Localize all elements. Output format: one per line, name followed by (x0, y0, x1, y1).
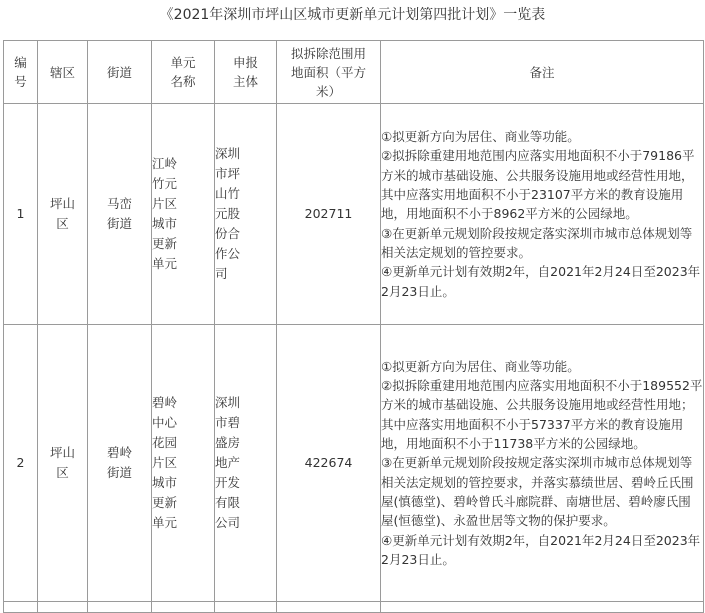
note-item: ③在更新单元规划阶段按规定落实深圳市城市总体规划等相关法定规划的管控要求。 (381, 225, 693, 260)
header-street: 街道 (88, 41, 152, 104)
cell-index: 2 (4, 325, 38, 602)
cell-applicant: 深圳市碧盛房地产开发有限公司 (215, 325, 277, 602)
header-applicant: 申报主体 (215, 41, 277, 104)
document-title: 《2021年深圳市坪山区城市更新单元计划第四批计划》一览表 (159, 7, 546, 23)
cell-area: 422674 (277, 325, 381, 602)
cell-area: 202711 (277, 104, 381, 325)
cell-applicant: 深圳市坪山竹元股份合作公司 (215, 104, 277, 325)
note-item: ④更新单元计划有效期2年，自2021年2月24日至2023年2月23日止。 (381, 532, 701, 567)
plan-table (3, 40, 704, 613)
table-row-partial (4, 602, 704, 613)
note-item: ①拟更新方向为居住、商业等功能。 (381, 129, 580, 145)
note-item: ②拟拆除重建用地范围内应落实用地面积不小于79186平方米的城市基础设施、公共服务设施用地或经营性用地，其中应落实用地面积不小于23107平方米的教育设施用地，用地面积不小于8962平方米的公园绿地。 (381, 148, 695, 222)
header-area: 拟拆除范围用地面积（平方米） (277, 41, 381, 104)
cell-district: 坪山区 (38, 325, 88, 602)
cell-street: 马峦街道 (88, 104, 152, 325)
header-row (4, 41, 704, 104)
note-item: ③在更新单元规划阶段按规定落实深圳市城市总体规划等相关法定规划的管控要求，并落实慕绩世居、碧岭丘氏围屋(慎德堂)、碧岭曾氏斗廊院群、南塘世居、碧岭廖氏围屋(恒德堂)、永盈世居等文物的保护要求。 (381, 455, 694, 529)
note-item: ①拟更新方向为居住、商业等功能。 (381, 358, 580, 374)
header-notes: 备注 (381, 41, 704, 104)
cell-index: 1 (4, 104, 38, 325)
table-row (4, 104, 704, 325)
note-item: ④更新单元计划有效期2年，自2021年2月24日至2023年2月23日止。 (381, 264, 701, 299)
header-unit-name: 单元名称 (152, 41, 215, 104)
header-district: 辖区 (38, 41, 88, 104)
cell-unit-name: 碧岭中心花园片区城市更新单元 (152, 325, 215, 602)
table-row (4, 325, 704, 602)
header-index: 编号 (4, 41, 38, 104)
cell-notes (381, 325, 704, 602)
note-item: ②拟拆除重建用地范围内应落实用地面积不小于189552平方米的城市基础设施、公共服务设施用地或经营性用地；其中应落实用地面积不小于57337平方米的教育设施用地，用地面积不小于11738平方米的公园绿地。 (381, 378, 703, 452)
cell-notes (381, 104, 704, 325)
cell-street: 碧岭街道 (88, 325, 152, 602)
cell-unit-name: 江岭竹元片区城市更新单元 (152, 104, 215, 325)
cell-district: 坪山区 (38, 104, 88, 325)
